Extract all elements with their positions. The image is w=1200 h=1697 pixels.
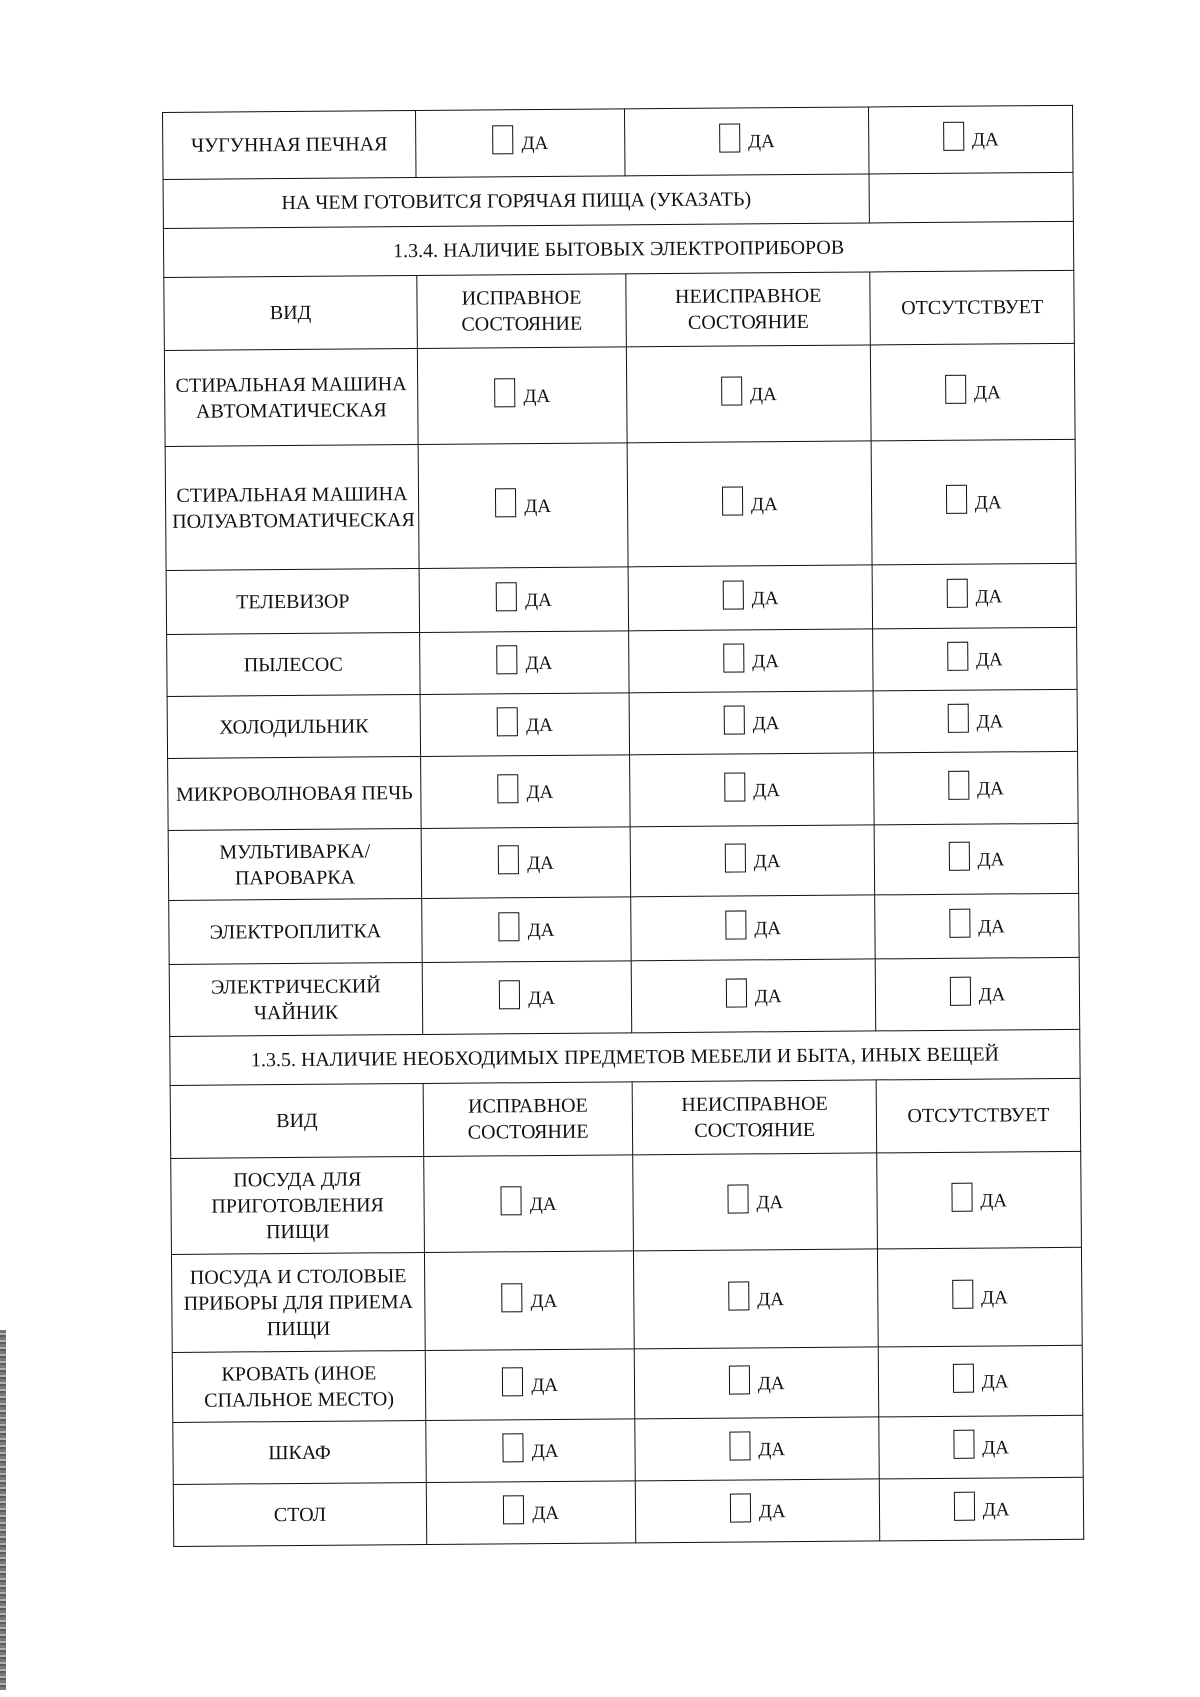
table-row: [169, 957, 1080, 1036]
option-label: ДА: [754, 917, 782, 939]
checkbox[interactable]: [503, 1433, 524, 1462]
option-label: ДА: [975, 585, 1003, 608]
option-cell-good: [424, 1251, 634, 1351]
option-label: ДА: [971, 129, 999, 151]
option-label: ДА: [758, 1438, 786, 1460]
option-label: ДА: [752, 712, 780, 734]
option-label: ДА: [528, 987, 556, 1009]
checkbox[interactable]: [723, 643, 744, 672]
option-cell-faulty: [634, 1347, 878, 1419]
option-cell-faulty: [628, 565, 872, 631]
table-row: [169, 893, 1079, 964]
option-cell-absent: [877, 1151, 1082, 1249]
section-title: 1.3.5. НАЛИЧИЕ НЕОБХОДИМЫХ ПРЕДМЕТОВ МЕБЕЛИ И БЫТА, ИНЫХ ВЕЩЕЙ: [170, 1029, 1080, 1085]
option-cell-good: [426, 1419, 636, 1483]
column-header-faulty: НЕИСПРАВНОЕ СОСТОЯНИЕ: [626, 272, 870, 347]
option-label: ДА: [758, 1500, 786, 1522]
row-label: МИКРОВОЛНОВАЯ ПЕЧЬ: [168, 756, 422, 830]
option-cell-good: [422, 961, 632, 1035]
checkbox[interactable]: [496, 582, 517, 611]
checkbox[interactable]: [725, 910, 746, 939]
option-label: ДА: [751, 587, 779, 609]
row-label: СТИРАЛЬНАЯ МАШИНА АВТОМАТИЧЕСКАЯ: [164, 349, 418, 447]
table-row: [165, 439, 1076, 570]
option-label: ДА: [527, 919, 555, 941]
column-header-row: [164, 270, 1075, 350]
option-cell-faulty: [636, 1479, 880, 1543]
table-row: [166, 563, 1076, 634]
checkbox[interactable]: [499, 980, 520, 1009]
option-cell-faulty: [627, 345, 872, 443]
row-label: ХОЛОДИЛЬНИК: [167, 694, 420, 758]
checkbox[interactable]: [953, 1363, 974, 1392]
option-label: ДА: [525, 652, 553, 674]
checkbox[interactable]: [492, 125, 513, 154]
option-label: ДА: [977, 848, 1005, 871]
option-cell-absent: [879, 1415, 1083, 1479]
column-header-row: [170, 1078, 1081, 1158]
section-title: 1.3.4. НАЛИЧИЕ БЫТОВЫХ ЭЛЕКТРОПРИБОРОВ: [163, 221, 1073, 277]
column-header-good: ИСПРАВНОЕ СОСТОЯНИЕ: [423, 1082, 633, 1157]
option-label: ДА: [982, 1436, 1010, 1459]
option-cell-faulty: [634, 1249, 879, 1349]
checkbox[interactable]: [948, 770, 969, 799]
option-label: ДА: [748, 131, 775, 153]
option-label: ДА: [978, 915, 1005, 938]
option-label: ДА: [757, 1372, 785, 1394]
option-cell-absent: [873, 627, 1077, 691]
option-cell-good: [417, 347, 627, 445]
row-label: ЧУГУННАЯ ПЕЧНАЯ: [163, 111, 416, 180]
option-label: ДА: [757, 1288, 784, 1310]
option-cell-faulty: [630, 825, 874, 897]
checkbox[interactable]: [948, 841, 969, 870]
row-label: МУЛЬТИВАРКА/ПАРОВАРКА: [168, 828, 422, 900]
checkbox[interactable]: [945, 374, 966, 403]
option-label: ДА: [976, 777, 1004, 800]
checkbox[interactable]: [727, 1184, 748, 1213]
checkbox[interactable]: [946, 484, 967, 513]
option-cell-good: [421, 755, 631, 829]
option-label: ДА: [526, 714, 553, 736]
checkbox[interactable]: [947, 641, 968, 670]
scan-edge-artifact: [0, 1330, 6, 1690]
checkbox[interactable]: [722, 486, 743, 515]
column-header-type: ВИД: [164, 276, 418, 351]
hot-food-question: НА ЧЕМ ГОТОВИТСЯ ГОРЯЧАЯ ПИЩА (УКАЗАТЬ): [163, 174, 870, 229]
column-header-faulty: НЕИСПРАВНОЕ СОСТОЯНИЕ: [632, 1080, 876, 1155]
option-cell-faulty: [625, 107, 869, 176]
option-cell-faulty: [631, 959, 875, 1033]
table-row: [167, 689, 1077, 758]
option-label: ДА: [530, 1290, 558, 1312]
column-header-good: ИСПРАВНОЕ СОСТОЯНИЕ: [417, 274, 627, 349]
option-label: ДА: [750, 493, 778, 515]
option-label: ДА: [521, 132, 549, 155]
option-cell-absent: [874, 823, 1078, 895]
option-label: ДА: [976, 710, 1004, 733]
checkbox[interactable]: [721, 376, 742, 405]
option-label: ДА: [531, 1440, 559, 1462]
checkbox[interactable]: [502, 1367, 523, 1396]
option-cell-faulty: [635, 1417, 879, 1481]
row-label: ЭЛЕКТРИЧЕСКИЙ ЧАЙНИК: [169, 962, 423, 1036]
checkbox[interactable]: [496, 645, 517, 674]
option-cell-good: [422, 897, 632, 963]
row-label: СТИРАЛЬНАЯ МАШИНА ПОЛУАВТОМАТИЧЕСКАЯ: [165, 444, 419, 570]
checkbox[interactable]: [952, 1279, 973, 1308]
checkbox[interactable]: [730, 1493, 751, 1522]
checkbox[interactable]: [501, 1283, 522, 1312]
option-cell-faulty: [631, 895, 875, 961]
checkbox[interactable]: [729, 1365, 750, 1394]
option-cell-absent: [875, 893, 1079, 959]
checkbox[interactable]: [954, 1491, 975, 1520]
option-label: ДА: [981, 1370, 1009, 1393]
option-cell-good: [420, 631, 630, 695]
option-label: ДА: [526, 781, 554, 803]
option-label: ДА: [525, 589, 552, 611]
row-label: ТЕЛЕВИЗОР: [166, 568, 419, 634]
checkbox[interactable]: [724, 772, 745, 801]
row-label: СТОЛ: [173, 1482, 426, 1546]
checkbox[interactable]: [497, 707, 518, 736]
checkbox[interactable]: [729, 1431, 750, 1460]
checkbox[interactable]: [728, 1281, 749, 1310]
option-cell-absent: [875, 957, 1079, 1031]
option-cell-absent: [874, 751, 1078, 825]
row-label: ПОСУДА И СТОЛОВЫЕ ПРИБОРЫ ДЛЯ ПРИЕМА ПИЩИ: [171, 1252, 425, 1352]
option-label: ДА: [524, 495, 552, 517]
option-label: ДА: [974, 491, 1002, 514]
option-label: ДА: [756, 1191, 784, 1213]
option-label: ДА: [752, 650, 779, 672]
checkbox[interactable]: [494, 378, 515, 407]
checkbox[interactable]: [946, 578, 967, 607]
row-label: ЭЛЕКТРОПЛИТКА: [169, 898, 422, 964]
table-row: [172, 1345, 1083, 1422]
table-row: [164, 343, 1075, 446]
option-label: ДА: [978, 983, 1006, 1006]
option-label: ДА: [523, 385, 551, 407]
option-label: ДА: [531, 1374, 559, 1396]
checkbox[interactable]: [724, 705, 745, 734]
hot-food-answer-field[interactable]: [869, 172, 1073, 223]
table-row: [171, 1247, 1082, 1352]
checkbox[interactable]: [951, 1182, 972, 1211]
checkbox[interactable]: [723, 580, 744, 609]
option-cell-absent: [878, 1345, 1082, 1417]
option-label: ДА: [973, 381, 1001, 404]
table-row: [168, 751, 1079, 830]
checkbox[interactable]: [501, 1186, 522, 1215]
checkbox[interactable]: [726, 978, 747, 1007]
checkbox[interactable]: [953, 1429, 974, 1458]
section-title-row: [170, 1029, 1080, 1085]
checkbox[interactable]: [943, 122, 964, 151]
option-cell-faulty: [630, 753, 874, 827]
row-label: ПЫЛЕСОС: [167, 632, 420, 696]
option-cell-absent: [879, 1477, 1083, 1541]
option-cell-absent: [871, 439, 1076, 565]
checkbox[interactable]: [497, 774, 518, 803]
option-cell-good: [415, 109, 625, 178]
option-label: ДА: [980, 1189, 1008, 1212]
column-header-absent: ОТСУТСТВУЕТ: [876, 1078, 1080, 1153]
option-label: ДА: [753, 850, 781, 872]
row-label: КРОВАТЬ (ИНОЕ СПАЛЬНОЕ МЕСТО): [172, 1350, 426, 1422]
option-label: ДА: [529, 1193, 557, 1215]
option-cell-good: [426, 1481, 636, 1545]
table-row: [173, 1477, 1083, 1546]
option-cell-absent: [869, 105, 1073, 174]
table-row: [163, 172, 1073, 228]
option-cell-good: [424, 1155, 634, 1253]
column-header-absent: ОТСУТСТВУЕТ: [870, 270, 1074, 345]
checkbox[interactable]: [950, 976, 971, 1005]
option-cell-absent: [878, 1247, 1083, 1347]
option-cell-good: [420, 693, 630, 757]
option-label: ДА: [975, 648, 1003, 671]
table-row: [167, 627, 1077, 696]
table-row: [171, 1151, 1082, 1254]
checkbox[interactable]: [719, 123, 740, 152]
household-appliances-form-table: [162, 105, 1084, 1547]
option-label: ДА: [532, 1502, 560, 1524]
form-sheet: [162, 105, 1084, 1547]
checkbox[interactable]: [495, 488, 516, 517]
option-label: ДА: [750, 383, 777, 405]
option-label: ДА: [527, 852, 554, 874]
option-cell-faulty: [629, 629, 873, 693]
option-cell-good: [425, 1349, 635, 1421]
option-label: ДА: [754, 985, 782, 1007]
checkbox[interactable]: [498, 845, 519, 874]
option-cell-good: [421, 827, 631, 899]
option-label: ДА: [980, 1286, 1008, 1309]
table-row: [173, 1415, 1083, 1484]
option-label: ДА: [982, 1498, 1010, 1521]
option-cell-absent: [870, 343, 1075, 441]
checkbox[interactable]: [503, 1495, 524, 1524]
option-label: ДА: [753, 779, 780, 801]
table-row: [168, 823, 1079, 900]
checkbox[interactable]: [499, 912, 520, 941]
option-cell-faulty: [627, 441, 872, 567]
option-cell-absent: [872, 563, 1076, 629]
option-cell-absent: [873, 689, 1077, 753]
table-row: [163, 105, 1073, 179]
option-cell-good: [418, 443, 628, 569]
column-header-type: ВИД: [170, 1083, 424, 1158]
checkbox[interactable]: [947, 703, 968, 732]
row-label: ПОСУДА ДЛЯ ПРИГОТОВЛЕНИЯ ПИЩИ: [171, 1156, 425, 1254]
option-cell-faulty: [629, 691, 873, 755]
row-label: ШКАФ: [173, 1420, 426, 1484]
option-cell-good: [419, 567, 629, 633]
option-cell-faulty: [633, 1153, 878, 1251]
section-title-row: [163, 221, 1073, 277]
checkbox[interactable]: [949, 908, 970, 937]
checkbox[interactable]: [725, 843, 746, 872]
